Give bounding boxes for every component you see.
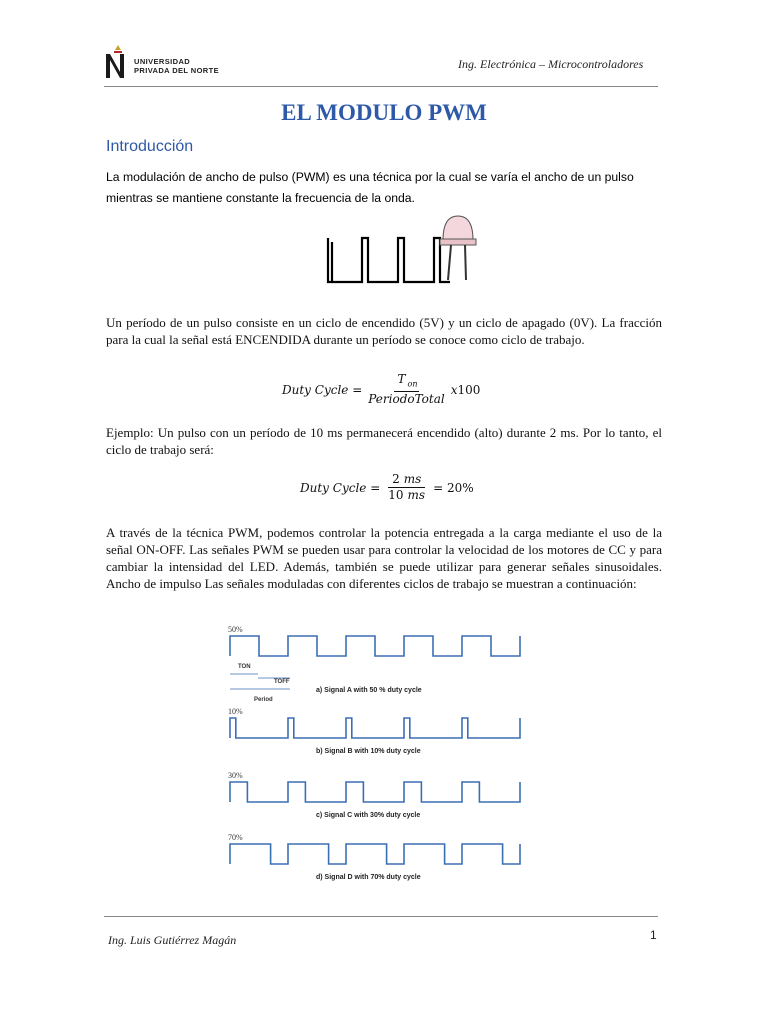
pwm-signals-figure <box>228 622 538 892</box>
logo-line-1: UNIVERSIDAD <box>134 57 191 66</box>
pulse-wave <box>328 238 450 282</box>
numerator-base: T <box>397 372 406 386</box>
denominator-unit: ms <box>407 488 426 502</box>
footer-author: Ing. Luis Gutiérrez Magán <box>108 933 237 947</box>
example-denominator <box>384 488 429 503</box>
ton-label: TON <box>238 664 251 670</box>
example-fraction <box>384 472 429 503</box>
subject-separator: – <box>535 57 548 71</box>
signal-caption-1: b) Signal B with 10% duty cycle <box>316 748 421 755</box>
period-label: Period <box>254 697 273 703</box>
denominator-value: 10 <box>388 488 404 502</box>
formula-numerator <box>394 372 420 392</box>
signal-caption-3: d) Signal D with 70% duty cycle <box>316 874 421 881</box>
page-number: 1 <box>650 928 657 942</box>
numerator-value: 2 <box>392 472 400 486</box>
pwm-usage-paragraph: A través de la técnica PWM, podemos controlar la potencia entregada a la carga mediante el uso de la señal ON-OFF. Las señales PWM se pueden usar para controlar la velocidad de los motores de CC y para cambiar la intensidad del LED. Además, también se puede utilizar para generar señales sinusoidales. Ancho de impulso Las señales moduladas con diferentes ciclos de trabajo se muestran a continuación: <box>106 525 662 591</box>
signal-wave-0 <box>230 636 520 656</box>
example-paragraph: Ejemplo: Un pulso con un período de 10 ms permanecerá encendido (alto) durante 2 ms. Por lo tanto, el ciclo de trabajo será: <box>106 425 662 457</box>
example-result: = 20% <box>433 480 474 495</box>
logo-line-2: PRIVADA DEL NORTE <box>134 66 220 75</box>
signal-wave-3 <box>230 844 520 864</box>
led-icon <box>440 216 476 280</box>
formula-multiplier-value: 100 <box>457 382 481 397</box>
page-title: EL MODULO PWM <box>281 100 487 125</box>
intro-paragraph: La modulación de ancho de pulso (PWM) es una técnica por la cual se varía el ancho de un pulso mientras se mantiene constante la frecuencia de la onda. <box>106 170 634 205</box>
duty-label-0: 50% <box>228 625 243 634</box>
duty-cycle-formula <box>282 372 480 407</box>
signal-wave-2 <box>230 782 520 802</box>
university-name <box>134 57 219 75</box>
duty-label-1: 10% <box>228 707 243 716</box>
period-paragraph: Un período de un pulso consiste en un ciclo de encendido (5V) y un ciclo de apagado (0V). La fracción para la cual la señal está ENCENDIDA durante un período se conoce como ciclo de trabajo. <box>106 315 662 347</box>
duty-label-3: 70% <box>228 833 243 842</box>
header-subject <box>458 57 643 72</box>
subject-a: Ing. Electrónica <box>458 57 536 71</box>
intro-heading: Introducción <box>106 138 194 155</box>
pulse-led-figure <box>318 208 488 296</box>
formula-multiplier: x <box>450 382 458 397</box>
formula-fraction <box>366 372 446 407</box>
example-formula <box>300 472 474 503</box>
numerator-unit: ms <box>403 472 422 486</box>
numerator-subscript: on <box>407 379 418 389</box>
footer-divider <box>104 916 658 917</box>
formula-lhs: Duty Cycle = <box>282 382 363 397</box>
header-divider <box>104 86 658 87</box>
signal-wave-1 <box>230 718 520 738</box>
subject-b: Microcontroladores <box>547 57 644 71</box>
example-numerator <box>388 472 425 488</box>
example-lhs: Duty Cycle = <box>300 480 381 495</box>
formula-denominator: PeriodoTotal <box>368 392 445 407</box>
signal-caption-0: a) Signal A with 50 % duty cycle <box>316 687 422 694</box>
duty-label-2: 30% <box>228 771 243 780</box>
toff-label: TOFF <box>274 679 290 685</box>
timing-annotations <box>230 664 290 703</box>
signal-caption-2: c) Signal C with 30% duty cycle <box>316 812 421 819</box>
